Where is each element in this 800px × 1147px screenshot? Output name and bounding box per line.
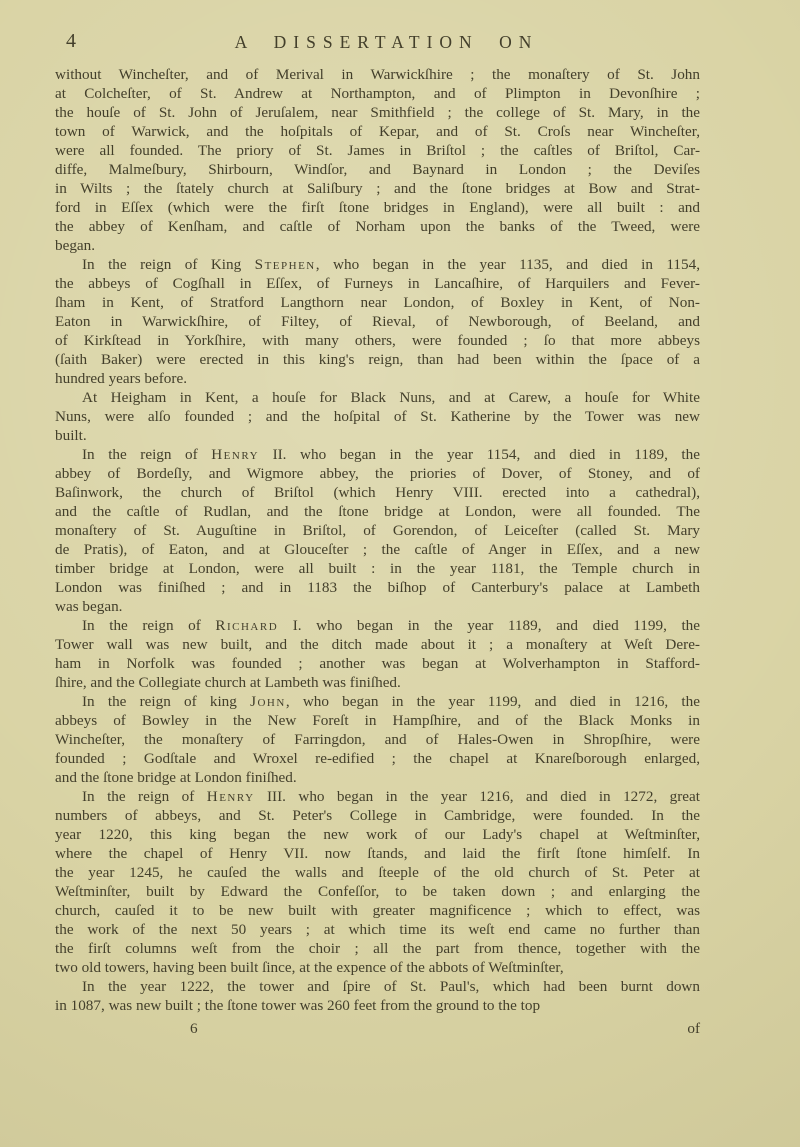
text-line: hundred years before. xyxy=(55,370,187,387)
paragraph xyxy=(55,65,700,255)
text-line: town of Warwick, and the hoſpitals of Kepar, and of St. Croſs near Wincheſter, xyxy=(55,123,700,140)
text-line: timber bridge at London, were all built : in the year 1181, the Temple church in xyxy=(55,560,700,577)
small-caps-name: Henry xyxy=(211,446,260,463)
small-caps-name: Richard xyxy=(215,617,279,634)
text-line: ſham in Kent, of Stratford Langthorn near London, of Boxley in Kent, of Non- xyxy=(55,294,700,311)
small-caps-name: Stephen xyxy=(254,256,316,273)
text-line: abbey of Bordeſly, and Wigmore abbey, the priories of Dover, of Stoney, and of xyxy=(55,465,700,482)
text-line: Eaton in Warwickſhire, of Filtey, of Rieval, of Newborough, of Beeland, and xyxy=(55,313,700,330)
small-caps-name: Henry xyxy=(206,788,255,805)
catchword: of xyxy=(687,1020,700,1037)
text-line: and the caſtle of Rudlan, and the ſtone bridge at London, were all founded. The xyxy=(55,503,700,520)
text-line: (ſaith Baker) were erected in this king's reign, than had been within the ſpace of a xyxy=(55,351,700,368)
text-line: the abbeys of Cogſhall in Eſſex, of Furneys in Lancaſhire, of Harquilers and Fever- xyxy=(55,275,700,292)
text-line: diffe, Malmeſbury, Shirbourn, Windſor, and Baynard in London ; the Deviſes xyxy=(55,161,700,178)
text-line: in 1087, was new built ; the ſtone tower was 260 feet from the ground to the top xyxy=(55,997,541,1014)
text-line: abbeys of Bowley in the New Foreſt in Hampſhire, and of the Black Monks in xyxy=(55,712,700,729)
text-line: founded ; Godſtale and Wroxel re-edified ; the chapel at Knareſborough enlarged, xyxy=(55,750,700,767)
text-line: In the reign of king John, who began in the year 1199, and died in 1216, the xyxy=(82,693,700,710)
text-line: Weſtminſter, built by Edward the Confeſſor, to be taken down ; and enlarging the xyxy=(55,883,700,900)
text-line: de Pratis), of Eaton, and at Glouceſter ; the caſtle of Anger in Eſſex, and a new xyxy=(55,541,700,558)
paragraph xyxy=(55,977,700,1015)
text-line: In the reign of Henry III. who began in the year 1216, and died in 1272, great xyxy=(82,788,700,805)
text-line: ham in Norfolk was founded ; another was began at Wolverhampton in Stafford- xyxy=(55,655,700,672)
paragraph xyxy=(55,692,700,787)
text-line: ford in Eſſex (which were the firſt ſtone bridges in England), were all built : and xyxy=(55,199,700,216)
text-line: numbers of abbeys, and St. Peter's College in Cambridge, were founded. In the xyxy=(55,807,700,824)
page-header xyxy=(55,30,700,52)
text-line: were all founded. The priory of St. James in Briſtol ; the caſtles of Briſtol, Car- xyxy=(55,142,700,159)
text-line: the houſe of St. John of Jeruſalem, near Smithfield ; the college of St. Mary, in the xyxy=(55,104,700,121)
text-line: In the reign of Henry II. who began in the year 1154, and died in 1189, the xyxy=(82,446,700,463)
text-line: Tower wall was new built, and the ditch made about it ; a monaſtery at Weſt Dere- xyxy=(55,636,700,653)
running-title: A DISSERTATION ON xyxy=(234,32,539,52)
text-line: Nuns, were alſo founded ; and the hoſpital of St. Katherine by the Tower was new xyxy=(55,408,700,425)
text-line: church, cauſed it to be new built with greater magnificence ; which to effect, was xyxy=(55,902,700,919)
page-footer xyxy=(55,1019,700,1038)
text-line: ſhire, and the Collegiate church at Lambeth was finiſhed. xyxy=(55,674,401,691)
paragraph xyxy=(55,445,700,616)
text-line: In the reign of Richard I. who began in the year 1189, and died 1199, the xyxy=(82,617,700,634)
paragraph xyxy=(55,388,700,445)
text-line: in Wilts ; the ſtately church at Saliſbury ; and the ſtone bridges at Bow and Strat- xyxy=(55,180,700,197)
text-line: year 1220, this king began the new work of our Lady's chapel at Weſtminſter, xyxy=(55,826,700,843)
text-line: the year 1245, he cauſed the walls and ſteeple of the old church of St. Peter at xyxy=(55,864,700,881)
text-line: the abbey of Kenſham, and caſtle of Norham upon the banks of the Tweed, were xyxy=(55,218,700,235)
text-line: where the chapel of Henry VII. now ſtands, and laid the firſt ſtone himſelf. In xyxy=(55,845,700,862)
paragraph xyxy=(55,255,700,388)
paragraph xyxy=(55,616,700,692)
text-line: without Wincheſter, and of Merival in Warwickſhire ; the monaſtery of St. John xyxy=(55,66,700,83)
page-number: 4 xyxy=(66,30,76,52)
text-line: of Kirkſtead in Yorkſhire, with many others, were founded ; ſo that more abbeys xyxy=(55,332,700,349)
text-line: Wincheſter, the monaſtery of Farringdon, and of Hales-Owen in Shropſhire, were xyxy=(55,731,700,748)
text-line: and the ſtone bridge at London finiſhed. xyxy=(55,769,297,786)
text-line: the firſt columns weſt from the choir ; all the part from thence, together with the xyxy=(55,940,700,957)
text-line: London was finiſhed ; and in 1183 the biſhop of Canterbury's palace at Lambeth xyxy=(55,579,700,596)
text-line: was began. xyxy=(55,598,123,615)
paragraph xyxy=(55,787,700,977)
body-text xyxy=(55,65,700,1038)
text-line: built. xyxy=(55,427,87,444)
text-line: two old towers, having been built ſince, at the expence of the abbots of Weſtminſter, xyxy=(55,959,564,976)
text-line: the work of the next 50 years ; at which time its weſt end came no further than xyxy=(55,921,700,938)
text-line: At Heigham in Kent, a houſe for Black Nuns, and at Carew, a houſe for White xyxy=(82,389,700,406)
text-line: monaſtery of St. Auguſtine in Briſtol, of Gorendon, of Leiceſter (called St. Mary xyxy=(55,522,700,539)
text-line: In the year 1222, the tower and ſpire of St. Paul's, which had been burnt down xyxy=(82,978,700,995)
text-line: at Colcheſter, of St. Andrew at Northampton, and of Plimpton in Devonſhire ; xyxy=(55,85,700,102)
signature-mark: 6 xyxy=(190,1020,198,1037)
text-line: Baſinwork, the church of Briſtol (which Henry VIII. erected into a cathedral), xyxy=(55,484,700,501)
text-line: began. xyxy=(55,237,96,254)
text-line: In the reign of King Stephen, who began in the year 1135, and died in 1154, xyxy=(82,256,700,273)
small-caps-name: John xyxy=(250,693,286,710)
